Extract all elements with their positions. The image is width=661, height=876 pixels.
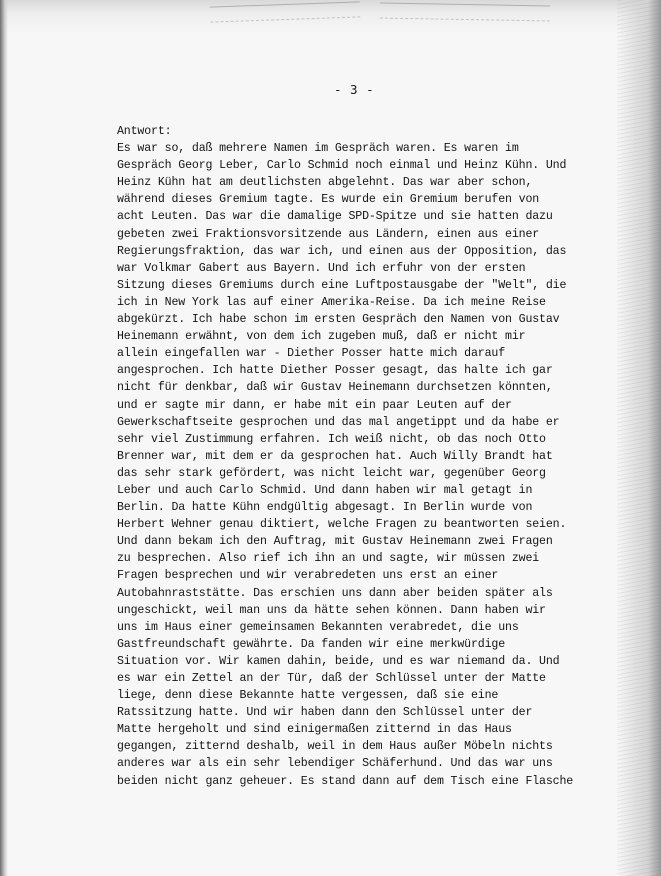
text-line: Gastfreundschaft gewährte. Da fanden wir eine merkwürdige: [117, 637, 506, 651]
scan-shadow-left: [0, 0, 8, 876]
text-line: Herbert Wehner genau diktiert, welche Fragen zu beantworten seien.: [117, 518, 567, 532]
text-line: gebeten zwei Fraktionsvorsitzende aus Ländern, einen aus einer: [117, 227, 540, 241]
text-line: und er sagte mir dann, er habe mit ein paar Leuten auf der: [117, 398, 512, 412]
text-line: Situation vor. Wir kamen dahin, beide, und es war niemand da. Und: [117, 654, 560, 668]
text-line: Gespräch Georg Leber, Carlo Schmid noch einmal und Heinz Kühn. Und: [117, 159, 567, 173]
text-line: Brenner war, mit dem er da gesprochen hat. Auch Willy Brandt hat: [117, 449, 553, 463]
text-line: liege, denn diese Bekannte hatte vergessen, daß sie eine: [117, 689, 499, 703]
text-line: abgekürzt. Ich habe schon im ersten Gespräch den Namen von Gustav: [117, 313, 560, 327]
text-line: gegangen, zitternd deshalb, weil in dem Haus außer Möbeln nichts: [117, 740, 553, 754]
text-line: Sitzung dieses Gremiums durch eine Luftpostausgabe der "Welt", die: [117, 278, 567, 292]
text-line: anderes war als ein sehr lebendiger Schäferhund. Und das war uns: [117, 757, 553, 771]
text-line: zu besprechen. Also rief ich ihn an und sagte, wir müssen zwei: [117, 552, 540, 566]
text-line: Matte hergeholt und sind einigermaßen zitternd in das Haus: [117, 723, 512, 737]
text-line: Heinemann erwähnt, von dem ich zugeben muß, daß er nicht mir: [117, 330, 526, 344]
text-line: nicht für denkbar, daß wir Gustav Heinemann durchsetzen könnten,: [117, 381, 553, 395]
text-line: sehr viel Zustimmung erfahren. Ich weiß nicht, ob das noch Otto: [117, 432, 546, 446]
text-line: Und dann bekam ich den Auftrag, mit Gustav Heinemann zwei Fragen: [117, 535, 553, 549]
text-line: Es war so, daß mehrere Namen im Gespräch waren. Es waren im: [117, 142, 519, 156]
text-line: es war ein Zettel an der Tür, daß der Schlüssel unter der Matte: [117, 672, 546, 685]
text-line: Gewerkschaftseite gesprochen und das mal angetippt und da habe er: [117, 415, 560, 429]
body-text: [117, 123, 587, 790]
text-line: Heinz Kühn hat am deutlichsten abgelehnt. Das war aber schon,: [117, 176, 533, 190]
text-line: angesprochen. Ich hatte Diether Posser gesagt, das halte ich gar: [117, 364, 553, 378]
text-line: uns im Haus einer gemeinsamen Bekannten verabredet, die uns: [117, 620, 519, 634]
text-line: das sehr stark gefördert, was nicht leicht war, gegenüber Georg: [117, 466, 546, 480]
faint-handwriting-mark: [380, 3, 550, 22]
text-line: acht Leuten. Das war die damalige SPD-Spitze und sie hatten dazu: [117, 210, 553, 224]
answer-heading: Antwort:: [117, 125, 172, 138]
text-line: ich in New York las auf einer Amerika-Reise. Da ich meine Reise: [117, 295, 546, 309]
text-line: war Volkmar Gabert aus Bayern. Und ich erfuhr von der ersten: [117, 261, 526, 275]
text-line: allein eingefallen war - Diether Posser hatte mich darauf: [117, 347, 506, 361]
page-number: - 3 -: [334, 82, 375, 97]
text-line: während dieses Gremium tagte. Es wurde ein Gremium berufen von: [117, 193, 540, 207]
text-line: Berlin. Da hatte Kühn endgültig abgesagt. In Berlin wurde von: [117, 501, 533, 515]
text-line: Autobahnraststätte. Das erschien uns dann aber beiden später als: [117, 586, 553, 600]
text-line: beiden nicht ganz geheuer. Es stand dann auf dem Tisch eine Flasche: [117, 774, 574, 788]
text-line: Fragen besprechen und wir verabredeten uns erst an einer: [117, 569, 499, 583]
text-line: Regierungsfraktion, das war ich, und einen aus der Opposition, das: [117, 244, 567, 258]
text-line: ungeschickt, weil man uns da hätte sehen können. Dann haben wir: [117, 603, 546, 617]
text-line: Leber und auch Carlo Schmid. Und dann haben wir mal getagt in: [117, 483, 533, 497]
text-line: Ratssitzung hatte. Und wir haben dann den Schlüssel unter der: [117, 706, 533, 720]
scan-shadow-right: [617, 0, 661, 876]
